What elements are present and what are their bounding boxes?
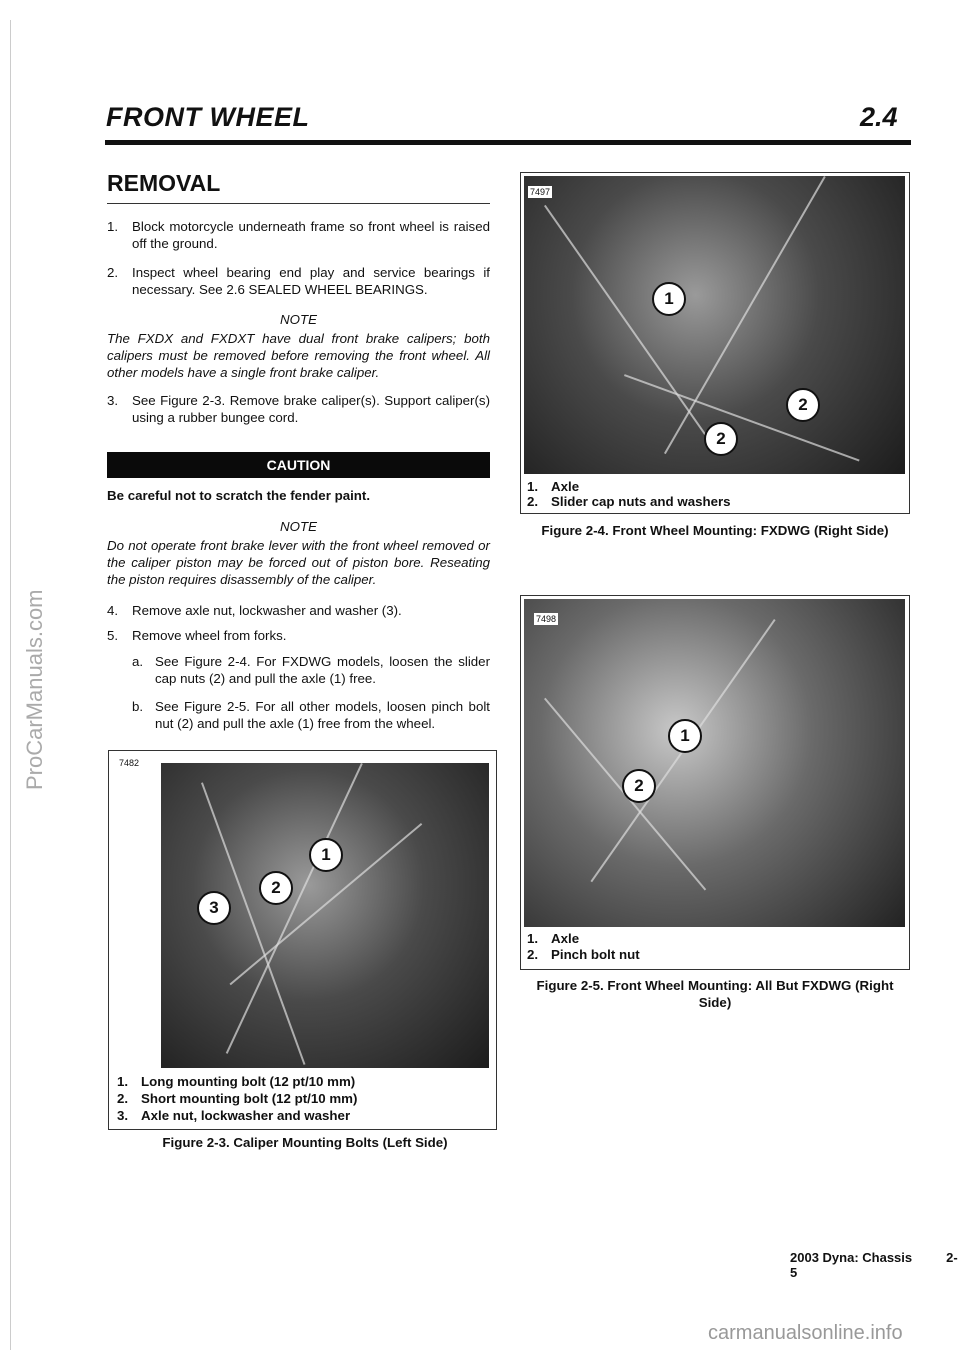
step-4: 4. Remove axle nut, lockwasher and washer (3). [107,603,402,618]
figure-tag: 7498 [536,614,557,624]
figure-tag: 7497 [530,187,551,197]
caliper-photo [161,763,489,1068]
step-3: 3. See Figure 2-3. Remove brake caliper(s). Support caliper(s) using a rubber bungee cord. [107,393,490,425]
callout: 2 [704,422,738,456]
figure-2-4 [520,172,910,514]
callout: 3 [197,891,231,925]
substep-a: a. See Figure 2-4. For FXDWG models, loosen the slider cap nuts (2) and pull the axle (1) free. [132,654,490,686]
callout: 2 [259,871,293,905]
section-number: 2.4 [860,102,898,132]
figure-2-5 [520,595,910,970]
note-text: Do not operate front brake lever with the front wheel removed or the caliper piston may be forced out of piston bore. Reseating the piston requires disassembly of the caliper. [107,538,490,587]
book-title: 2003 Dyna: Chassis [790,1250,913,1265]
section-heading: REMOVAL [107,170,221,196]
watermark: carmanualsonline.info [708,1322,903,1344]
step-5: 5. Remove wheel from forks. [107,628,287,643]
figure-caption: Figure 2-3. Caliper Mounting Bolts (Left Side) [162,1135,448,1150]
legend-item: 1. Axle [527,931,580,946]
legend-item: 2. Slider cap nuts and washers [527,494,731,509]
step-2: 2. Inspect wheel bearing end play and service bearings if necessary. See 2.6 SEALED WHEEL BEARINGS. [107,265,490,297]
callout: 1 [668,719,702,753]
page-title: FRONT WHEEL [106,102,310,132]
legend-item: 1. Axle [527,479,580,494]
figure-caption: Figure 2-5. Front Wheel Mounting: All But FXDWG (Right Side) [536,978,894,1010]
caution-banner: CAUTION [107,452,490,478]
pinch-bolt-photo [524,599,905,927]
legend-item: 2. Short mounting bolt (12 pt/10 mm) [117,1091,358,1106]
page-number: 2-5 [790,1250,958,1280]
legend-item: 1. Long mounting bolt (12 pt/10 mm) [117,1074,356,1089]
callout: 2 [786,388,820,422]
figure-2-3 [108,750,497,1130]
legend-item: 2. Pinch bolt nut [527,947,640,962]
note-text: The FXDX and FXDXT have dual front brake calipers; both calipers must be removed before removing the front wheel. All other models have a single front brake caliper. [107,331,490,380]
caution-text: Be careful not to scratch the fender paint. [107,488,371,503]
page-footer [790,1250,960,1280]
substep-b: b. See Figure 2-5. For all other models, loosen pinch bolt nut (2) and pull the axle (1) free from the wheel. [132,699,490,731]
callout: 1 [309,838,343,872]
figure-caption: Figure 2-4. Front Wheel Mounting: FXDWG (Right Side) [541,523,889,538]
callout: 1 [652,282,686,316]
figure-tag: 7482 [119,758,140,768]
margin-line [10,20,11,1350]
legend-item: 3. Axle nut, lockwasher and washer [117,1108,351,1123]
watermark: ProCarManuals.com [22,589,47,790]
note-heading: NOTE [280,312,317,327]
callout: 2 [622,769,656,803]
left-column [107,0,490,760]
axle-photo [524,176,905,474]
note-heading: NOTE [280,519,317,534]
step-1: 1. Block motorcycle underneath frame so front wheel is raised off the ground. [107,219,490,251]
